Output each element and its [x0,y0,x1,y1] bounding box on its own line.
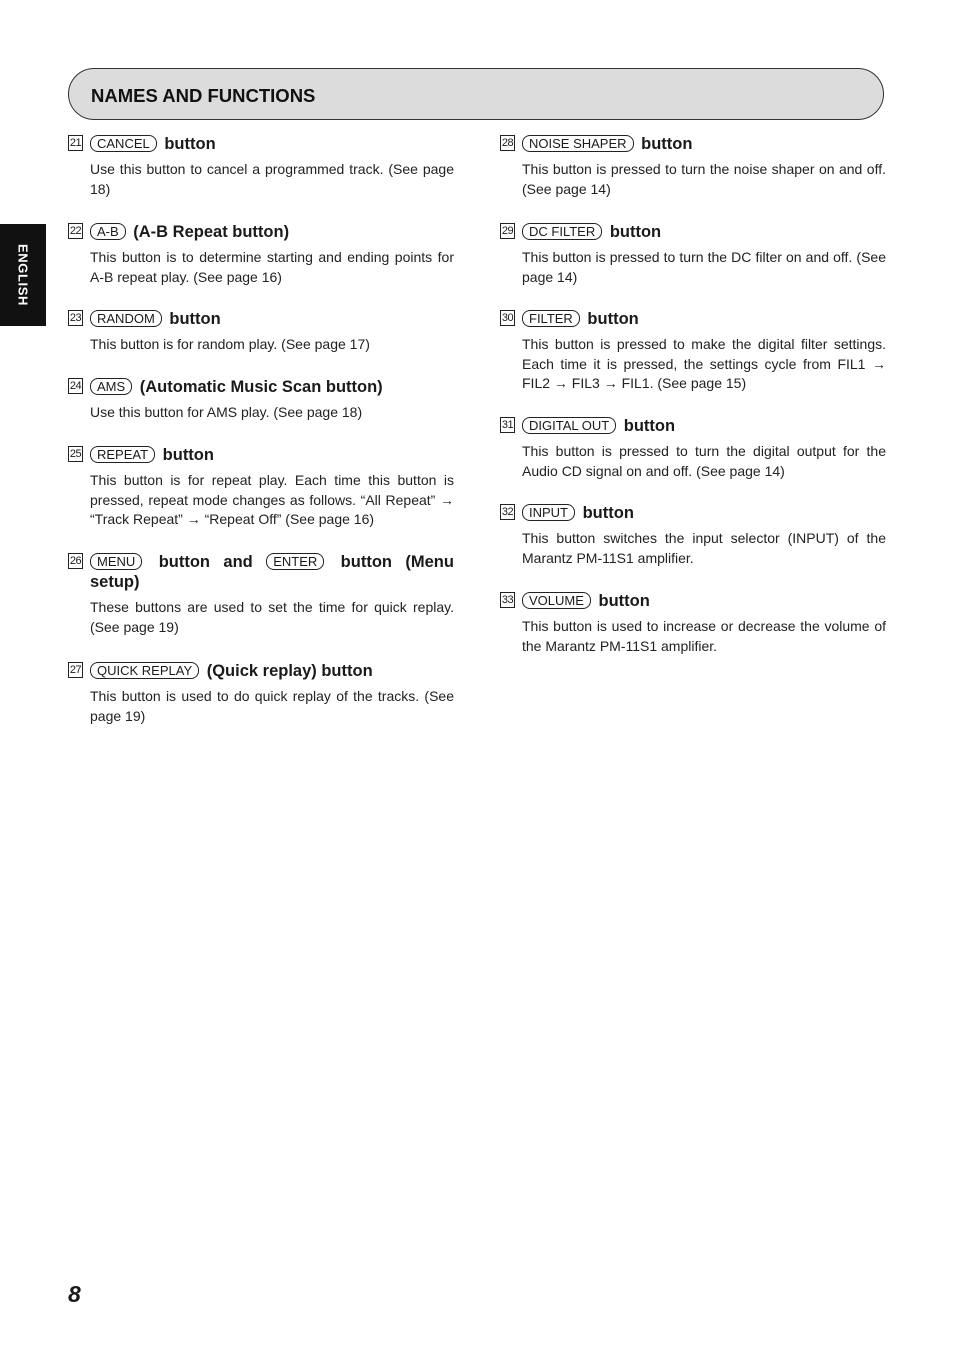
item-filter [500,309,886,394]
item-number: 24 [69,380,82,392]
item-number: 28 [501,137,514,149]
item-heading [68,552,454,592]
item-title: (Automatic Music Scan button) [139,378,383,396]
item-title: button [609,223,662,241]
item-description: This button is for random play. (See page 17) [90,336,370,352]
item-cancel [68,134,454,199]
noise-shaper-button-label: NOISE SHAPER [522,135,634,152]
item-number: 33 [501,594,514,606]
menu-button-label: MENU [90,553,142,570]
enter-button-label: ENTER [266,553,324,570]
item-description: This button is for repeat play. Each time this button is pressed, repeat mode changes as follows. “All Repeat” → “Track Repeat” → “Repeat Off” (See page 16) [90,472,454,527]
item-dc-filter [500,222,886,287]
item-description: This button is used to increase or decrease the volume of the Marantz PM-11S1 amplifier. [522,618,886,654]
item-repeat [68,445,454,530]
page-number: 8 [68,1281,81,1307]
item-number: 26 [69,555,82,567]
item-title: (A-B Repeat button) [133,223,290,241]
item-title: button [162,446,214,464]
item-volume [500,591,886,656]
item-description: Use this button for AMS play. (See page 18) [90,404,363,420]
item-digital-out [500,416,886,481]
a-b-button-label: A-B [90,223,126,240]
input-button-label: INPUT [522,504,575,521]
quick-replay-button-label: QUICK REPLAY [90,662,199,679]
item-title: button [164,135,216,153]
item-description: This button switches the input selector (INPUT) of the Marantz PM-11S1 amplifier. [522,530,886,566]
volume-button-label: VOLUME [522,592,591,609]
item-heading [500,309,886,329]
item-heading [68,377,454,397]
item-heading [68,661,454,681]
item-title: button [587,310,639,328]
item-number: 22 [69,225,82,237]
item-heading [500,503,886,523]
repeat-button-label: REPEAT [90,446,155,463]
item-title: button [641,135,693,153]
item-heading [68,309,454,329]
item-title-continued: button (Menu setup) [90,553,454,591]
item-heading [500,222,886,242]
cancel-button-label: CANCEL [90,135,157,152]
item-heading [500,591,886,611]
item-description: This button is pressed to make the digital filter settings. Each time it is pressed, the settings cycle from FIL1 → FIL2 → FIL3 → FIL1. (See page 15) [522,336,886,391]
digital-out-button-label: DIGITAL OUT [522,417,616,434]
item-description: Use this button to cancel a programmed track. (See page 18) [90,161,454,197]
item-title: button and [158,553,253,571]
dc-filter-button-label: DC FILTER [522,223,602,240]
item-number: 32 [501,506,514,518]
item-title: button [169,310,221,328]
item-number: 31 [501,419,514,431]
language-label: ENGLISH [15,244,31,306]
item-title: (Quick replay) button [206,662,373,680]
item-title: button [582,504,634,522]
section-header [68,68,884,120]
item-number: 23 [69,312,82,324]
item-heading [500,134,886,154]
item-heading [68,134,454,154]
item-quick-replay [68,661,454,726]
section-title: NAMES AND FUNCTIONS [91,85,316,106]
item-heading [500,416,886,436]
item-number: 30 [501,312,514,324]
item-description: This button is pressed to turn the digital output for the Audio CD signal on and off. (See page 14) [522,443,886,479]
item-number: 27 [69,664,82,676]
item-noise-shaper [500,134,886,199]
item-number: 25 [69,448,82,460]
item-description: This button is pressed to turn the DC filter on and off. (See page 14) [522,249,886,285]
item-menu-enter [68,552,454,637]
item-description: This button is used to do quick replay of the tracks. (See page 19) [90,688,454,724]
ams-button-label: AMS [90,378,132,395]
item-heading [68,222,454,242]
item-a-b [68,222,454,287]
item-description: This button is to determine starting and ending points for A-B repeat play. (See page 16) [90,249,454,285]
item-number: 29 [501,225,514,237]
item-ams [68,377,454,423]
item-input [500,503,886,568]
language-tab [0,224,46,326]
item-description: This button is pressed to turn the noise shaper on and off. (See page 14) [522,161,886,197]
item-number: 21 [69,137,82,149]
item-heading [68,445,454,465]
item-title: button [598,592,650,610]
random-button-label: RANDOM [90,310,162,327]
item-title: button [623,417,676,435]
item-description: These buttons are used to set the time for quick replay. (See page 19) [90,599,454,635]
filter-button-label: FILTER [522,310,580,327]
item-random [68,309,454,355]
